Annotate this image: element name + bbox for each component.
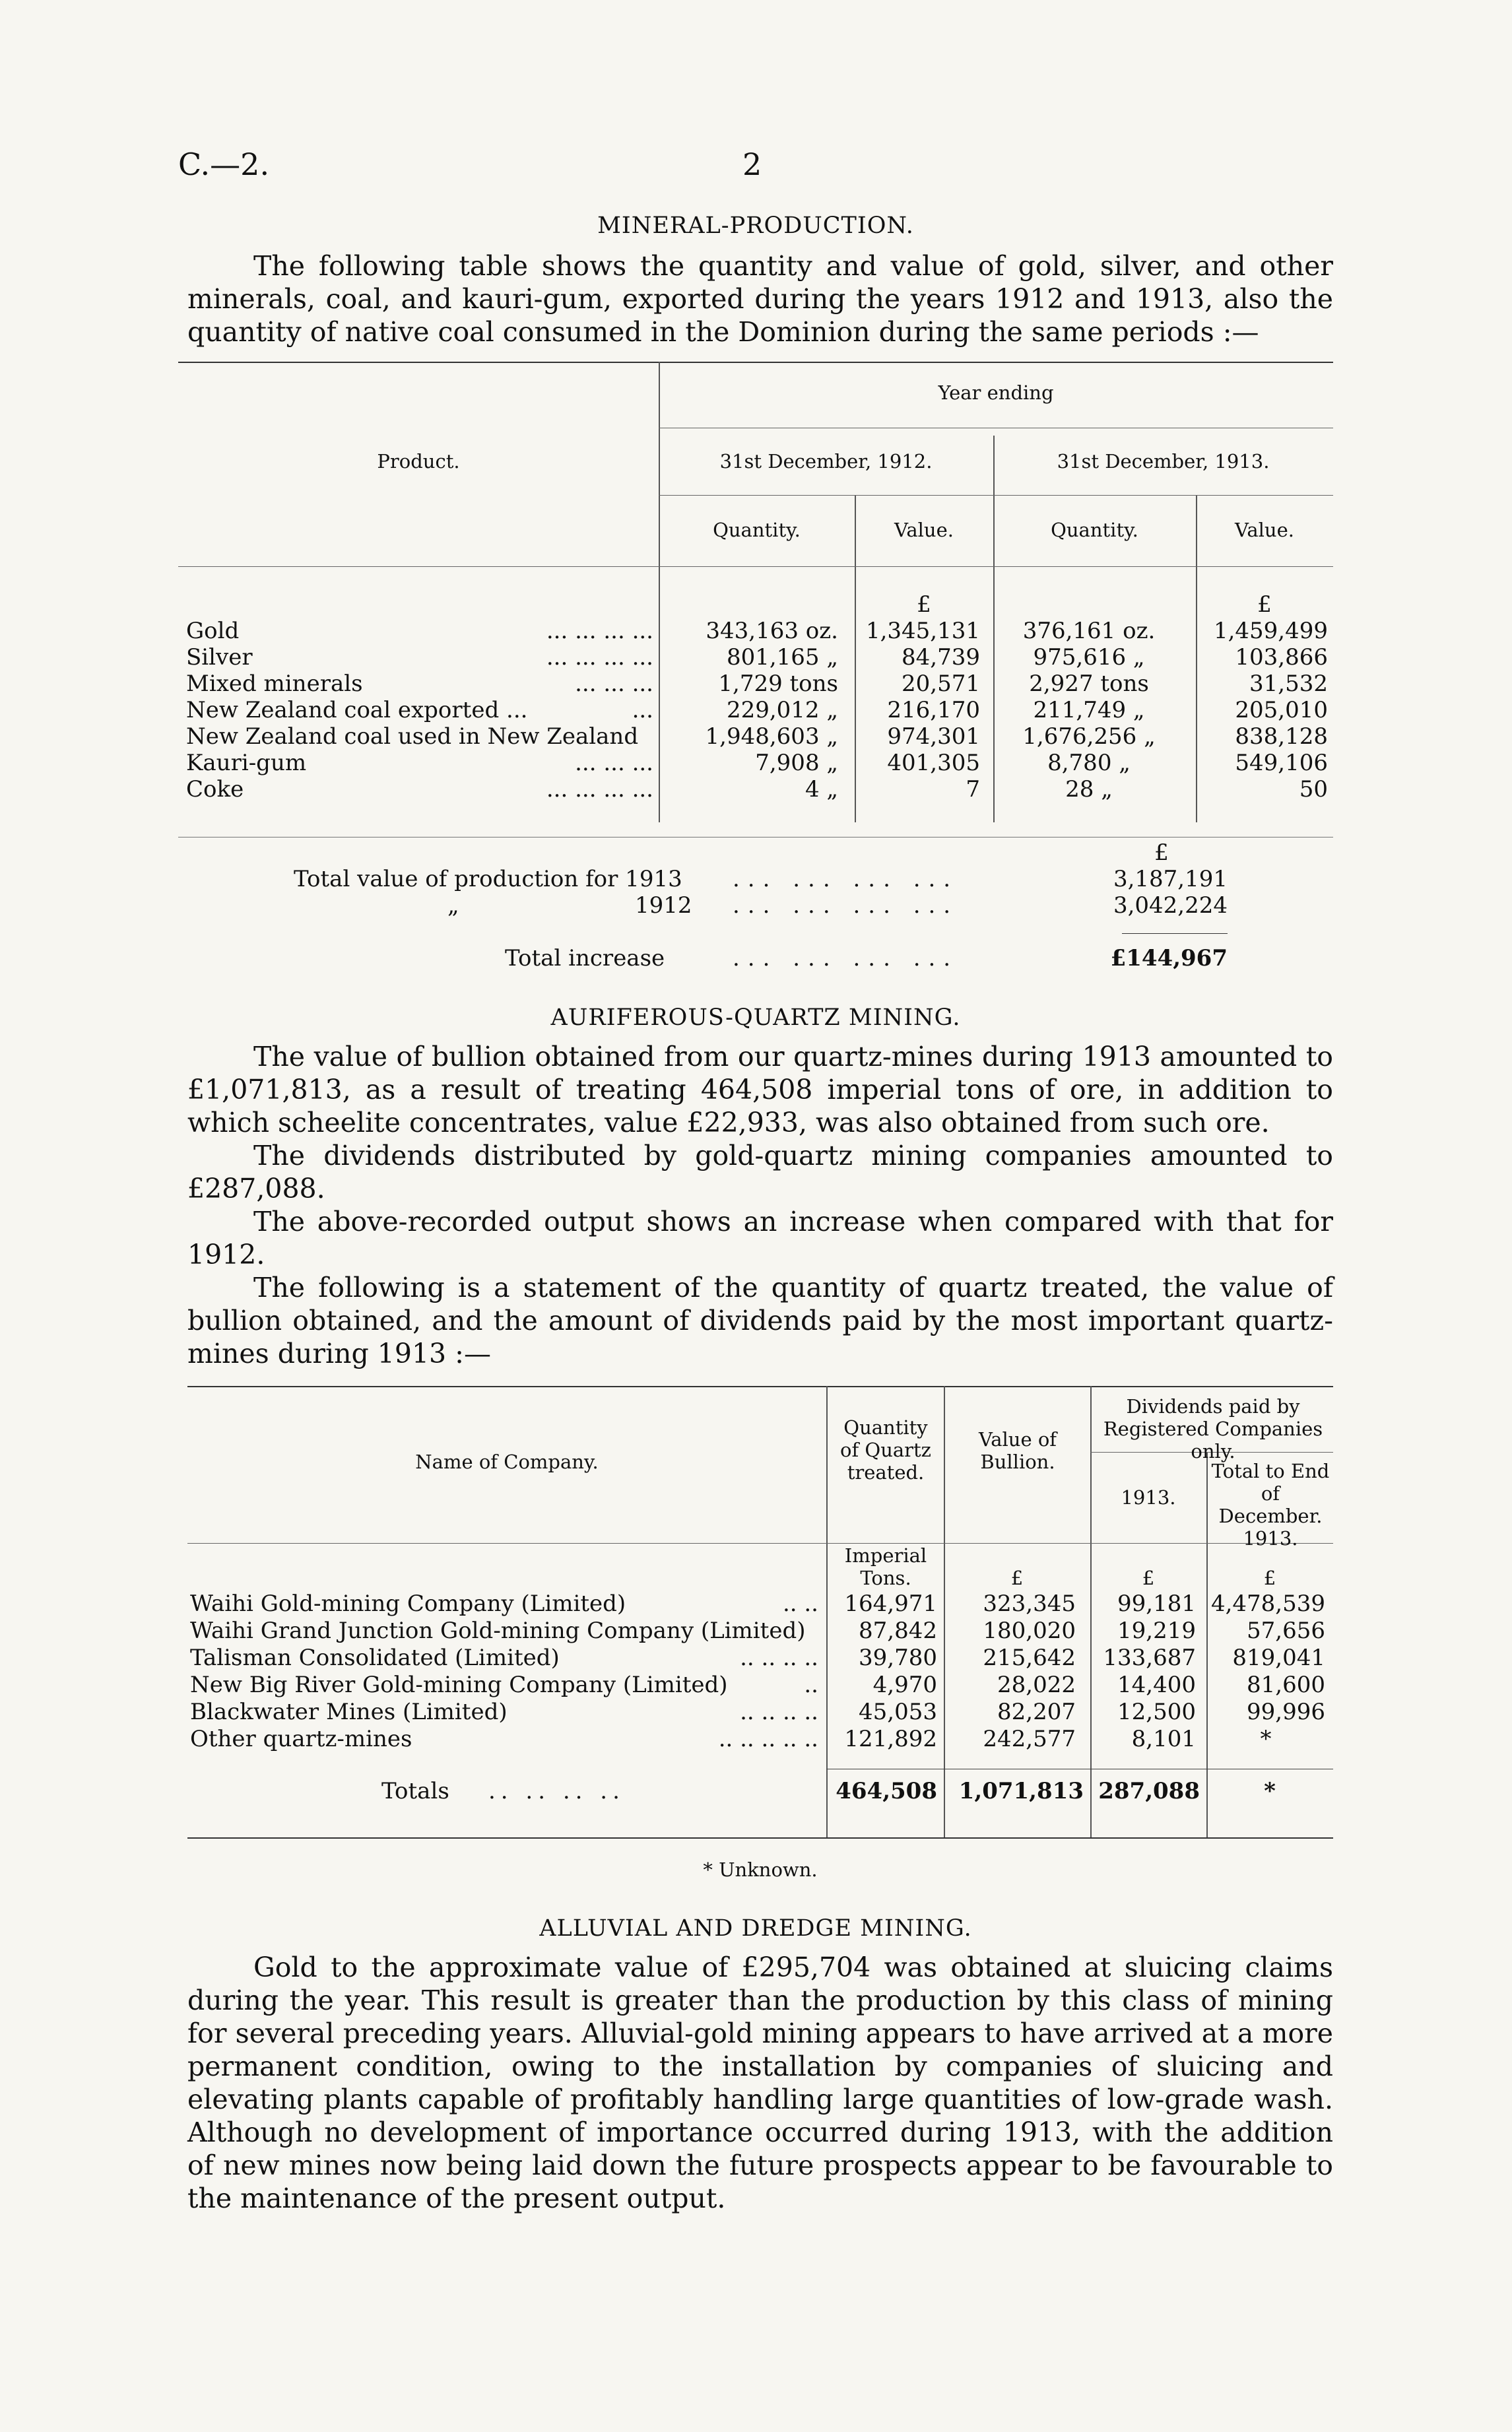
company-name: Talisman Consolidated (Limited) bbox=[190, 1645, 560, 1671]
quartz-quantity: 121,892 bbox=[844, 1726, 937, 1752]
col-1912: 31st December, 1912. bbox=[719, 450, 933, 473]
sum-rule bbox=[1122, 933, 1228, 934]
col-value-1913: Value. bbox=[1235, 519, 1294, 541]
quantity-1913: 8,780 „ bbox=[1047, 750, 1131, 776]
currency-symbol: £ bbox=[1010, 1567, 1024, 1589]
table-rule bbox=[178, 566, 1333, 567]
mineral-intro-text: The following table shows the quantity and value of gold, silver, and other minerals, coal, and kauri-gum, exported during the years 1912 and 1913, also the quantity of native coal consumed in the Dominion during the same periods :— bbox=[187, 250, 1333, 348]
currency-symbol: £ bbox=[1263, 1567, 1276, 1589]
col-1913: 31st December, 1913. bbox=[1057, 450, 1270, 473]
col-year-ending: Year ending bbox=[938, 381, 1054, 404]
dividends-total: 99,996 bbox=[1247, 1699, 1325, 1725]
total-increase-label: Total increase bbox=[505, 945, 665, 971]
company-name: Other quartz-mines bbox=[190, 1726, 412, 1752]
quartz-quantity: 4,970 bbox=[872, 1672, 937, 1698]
product-name: New Zealand coal exported ... bbox=[186, 697, 528, 723]
quartz-quantity: 45,053 bbox=[859, 1699, 937, 1725]
quantity-1912: 229,012 „ bbox=[726, 697, 838, 723]
value-1912: 1,345,131 bbox=[865, 618, 980, 644]
value-1913: 31,532 bbox=[1249, 671, 1328, 697]
company-name: Waihi Grand Junction Gold-mining Company (Limited) bbox=[190, 1618, 806, 1644]
total-1913-value: 3,187,191 bbox=[1113, 866, 1228, 892]
leader-dots: .. .. bbox=[782, 1591, 818, 1617]
bullion-value: 215,642 bbox=[983, 1645, 1076, 1671]
quartz-quantity: 87,842 bbox=[859, 1618, 937, 1644]
quantity-1913: 1,676,256 „ bbox=[1022, 723, 1156, 750]
section-title-mineral: MINERAL-PRODUCTION. bbox=[597, 213, 914, 239]
value-1912: 84,739 bbox=[902, 644, 980, 671]
dividends-1913: 99,181 bbox=[1117, 1591, 1196, 1617]
col-dividends-1913: 1913. bbox=[1121, 1486, 1176, 1509]
currency-symbol: £ bbox=[917, 591, 931, 618]
dividends-1913: 19,219 bbox=[1117, 1618, 1196, 1644]
quartz-paragraph: The following is a statement of the quantity of quartz treated, the value of bullion obtained, and the amount of dividends paid by the most important quartz-mines during 1913 :— bbox=[187, 1272, 1333, 1369]
leader-dots: .. .. .. .. bbox=[740, 1645, 818, 1671]
section-title-alluvial: ALLUVIAL AND DREDGE MINING. bbox=[539, 1915, 972, 1942]
value-1912: 20,571 bbox=[902, 671, 980, 697]
leader-dots: .. .. .. .. .. bbox=[718, 1726, 818, 1752]
leader-dots: ... bbox=[632, 697, 653, 723]
col-product: Product. bbox=[377, 450, 460, 473]
product-name: Silver bbox=[186, 644, 253, 671]
dividends-total: 81,600 bbox=[1247, 1672, 1325, 1698]
quartz-paragraph: The value of bullion obtained from our quartz-mines during 1913 amounted to £1,071,813, as a result of treating 464,508 imperial tons of ore, in addition to which scheelite concentrates, value £22,933, was also obtained from such ore. bbox=[187, 1041, 1333, 1138]
alluvial-paragraph: Gold to the approximate value of £295,704 was obtained at sluicing claims during the year. This result is greater than the production by this class of mining for several preceding years. Alluvial-gold mining appears to have arrived at a more permanent condition, owing to the installation by companies of sluicing and elevating plants capable of profitably handling large quantities of low-grade wash. Although no development of importance occurred during 1913, with the addition of new mines now being laid down the future prospects appear to be favourable to the maintenance of the present output. bbox=[187, 1952, 1333, 2214]
company-name: Waihi Gold-mining Company (Limited) bbox=[190, 1591, 626, 1617]
document-reference: C.—2. bbox=[178, 147, 270, 182]
table-rule bbox=[659, 495, 1333, 496]
bullion-value: 28,022 bbox=[997, 1672, 1076, 1698]
quartz-paragraph: The dividends distributed by gold-quartz mining companies amounted to £287,088. bbox=[187, 1140, 1333, 1204]
dividends-total: * bbox=[1260, 1726, 1272, 1752]
table-rule bbox=[187, 1543, 1333, 1544]
company-name: New Big River Gold-mining Company (Limited) bbox=[190, 1672, 728, 1698]
col-quantity-1912: Quantity. bbox=[713, 519, 801, 541]
page-number: 2 bbox=[742, 147, 762, 182]
table-rule bbox=[178, 362, 1333, 363]
dividends-total: 4,478,539 bbox=[1210, 1591, 1325, 1617]
totals-dividends-total: * bbox=[1264, 1778, 1276, 1804]
currency-symbol: £ bbox=[1154, 839, 1169, 866]
dividends-1913: 12,500 bbox=[1117, 1699, 1196, 1725]
value-1913: 50 bbox=[1299, 776, 1328, 803]
quantity-1912: 801,165 „ bbox=[726, 644, 838, 671]
mineral-intro bbox=[187, 249, 1333, 348]
ditto-mark: „ bbox=[447, 892, 459, 919]
value-1913: 838,128 bbox=[1235, 723, 1328, 750]
col-quantity-quartz: Quantity of Quartz treated. bbox=[840, 1416, 931, 1484]
alluvial-paragraph-block bbox=[187, 1951, 1333, 2215]
leader-dots: ... ... ... ... bbox=[733, 866, 959, 892]
totals-label: Totals bbox=[381, 1778, 449, 1804]
col-company: Name of Company. bbox=[415, 1451, 599, 1473]
value-1912: 401,305 bbox=[887, 750, 980, 776]
col-value-1912: Value. bbox=[894, 519, 954, 541]
leader-dots: .. .. .. .. bbox=[488, 1778, 625, 1804]
quartz-paragraphs bbox=[187, 1040, 1333, 1370]
leader-dots: ... ... ... ... bbox=[546, 776, 653, 803]
quantity-1913: 2,927 tons bbox=[1029, 671, 1149, 697]
totals-dividends-1913: 287,088 bbox=[1098, 1778, 1200, 1804]
product-name: Mixed minerals bbox=[186, 671, 363, 697]
bullion-value: 323,345 bbox=[983, 1591, 1076, 1617]
totals-quantity: 464,508 bbox=[836, 1778, 937, 1804]
value-1913: 549,106 bbox=[1235, 750, 1328, 776]
quantity-1912: 1,948,603 „ bbox=[705, 723, 838, 750]
unit-imperial-tons: Imperial Tons. bbox=[844, 1544, 927, 1589]
quantity-1913: 28 „ bbox=[1065, 776, 1113, 803]
table-rule bbox=[187, 1837, 1333, 1839]
currency-symbol: £ bbox=[1142, 1567, 1155, 1589]
company-name: Blackwater Mines (Limited) bbox=[190, 1699, 508, 1725]
col-quantity-1913: Quantity. bbox=[1051, 519, 1138, 541]
total-1912-label: 1912 bbox=[635, 892, 692, 919]
dividends-1913: 8,101 bbox=[1131, 1726, 1196, 1752]
leader-dots: ... ... ... ... bbox=[733, 945, 959, 971]
totals-value: 1,071,813 bbox=[958, 1778, 1084, 1804]
col-dividends: Dividends paid by Registered Companies only. bbox=[1103, 1395, 1323, 1462]
total-1912-value: 3,042,224 bbox=[1113, 892, 1228, 919]
value-1912: 974,301 bbox=[887, 723, 980, 750]
bullion-value: 242,577 bbox=[983, 1726, 1076, 1752]
quartz-paragraph: The above-recorded output shows an increase when compared with that for 1912. bbox=[187, 1206, 1333, 1270]
col-dividends-total: Total to End of December. 1913. bbox=[1211, 1460, 1330, 1550]
total-1913-label: Total value of production for 1913 bbox=[294, 866, 682, 892]
quartz-quantity: 164,971 bbox=[844, 1591, 937, 1617]
value-1913: 1,459,499 bbox=[1213, 618, 1328, 644]
dividends-total: 57,656 bbox=[1247, 1618, 1325, 1644]
section-title-quartz: AURIFEROUS-QUARTZ MINING. bbox=[550, 1004, 961, 1031]
leader-dots: ... ... ... ... bbox=[546, 618, 653, 644]
leader-dots: ... ... ... bbox=[575, 671, 653, 697]
product-name: Kauri-gum bbox=[186, 750, 307, 776]
leader-dots: ... ... ... ... bbox=[733, 892, 959, 919]
quantity-1912: 7,908 „ bbox=[755, 750, 838, 776]
value-1912: 216,170 bbox=[887, 697, 980, 723]
footnote: * Unknown. bbox=[703, 1858, 818, 1881]
value-1913: 103,866 bbox=[1235, 644, 1328, 671]
total-increase-value: £144,967 bbox=[1110, 945, 1228, 971]
value-1913: 205,010 bbox=[1235, 697, 1328, 723]
product-name: New Zealand coal used in New Zealand bbox=[186, 723, 639, 750]
dividends-1913: 14,400 bbox=[1117, 1672, 1196, 1698]
bullion-value: 180,020 bbox=[983, 1618, 1076, 1644]
table-rule bbox=[187, 1386, 1333, 1387]
quartz-quantity: 39,780 bbox=[859, 1645, 937, 1671]
table-rule bbox=[178, 837, 1333, 838]
quantity-1912: 343,163 oz. bbox=[706, 618, 838, 644]
dividends-total: 819,041 bbox=[1232, 1645, 1325, 1671]
leader-dots: ... ... ... bbox=[575, 750, 653, 776]
quantity-1912: 4 „ bbox=[805, 776, 838, 803]
leader-dots: .. .. .. .. bbox=[740, 1699, 818, 1725]
dividends-1913: 133,687 bbox=[1103, 1645, 1196, 1671]
leader-dots: .. bbox=[804, 1672, 818, 1698]
product-name: Gold bbox=[186, 618, 240, 644]
quantity-1913: 975,616 „ bbox=[1033, 644, 1145, 671]
value-1912: 7 bbox=[966, 776, 980, 803]
bullion-value: 82,207 bbox=[997, 1699, 1076, 1725]
col-value-bullion: Value of Bullion. bbox=[978, 1428, 1057, 1473]
quantity-1913: 211,749 „ bbox=[1033, 697, 1145, 723]
product-name: Coke bbox=[186, 776, 244, 803]
leader-dots: ... ... ... ... bbox=[546, 644, 653, 671]
currency-symbol: £ bbox=[1257, 591, 1272, 618]
quantity-1912: 1,729 tons bbox=[718, 671, 838, 697]
quantity-1913: 376,161 oz. bbox=[1022, 618, 1156, 644]
